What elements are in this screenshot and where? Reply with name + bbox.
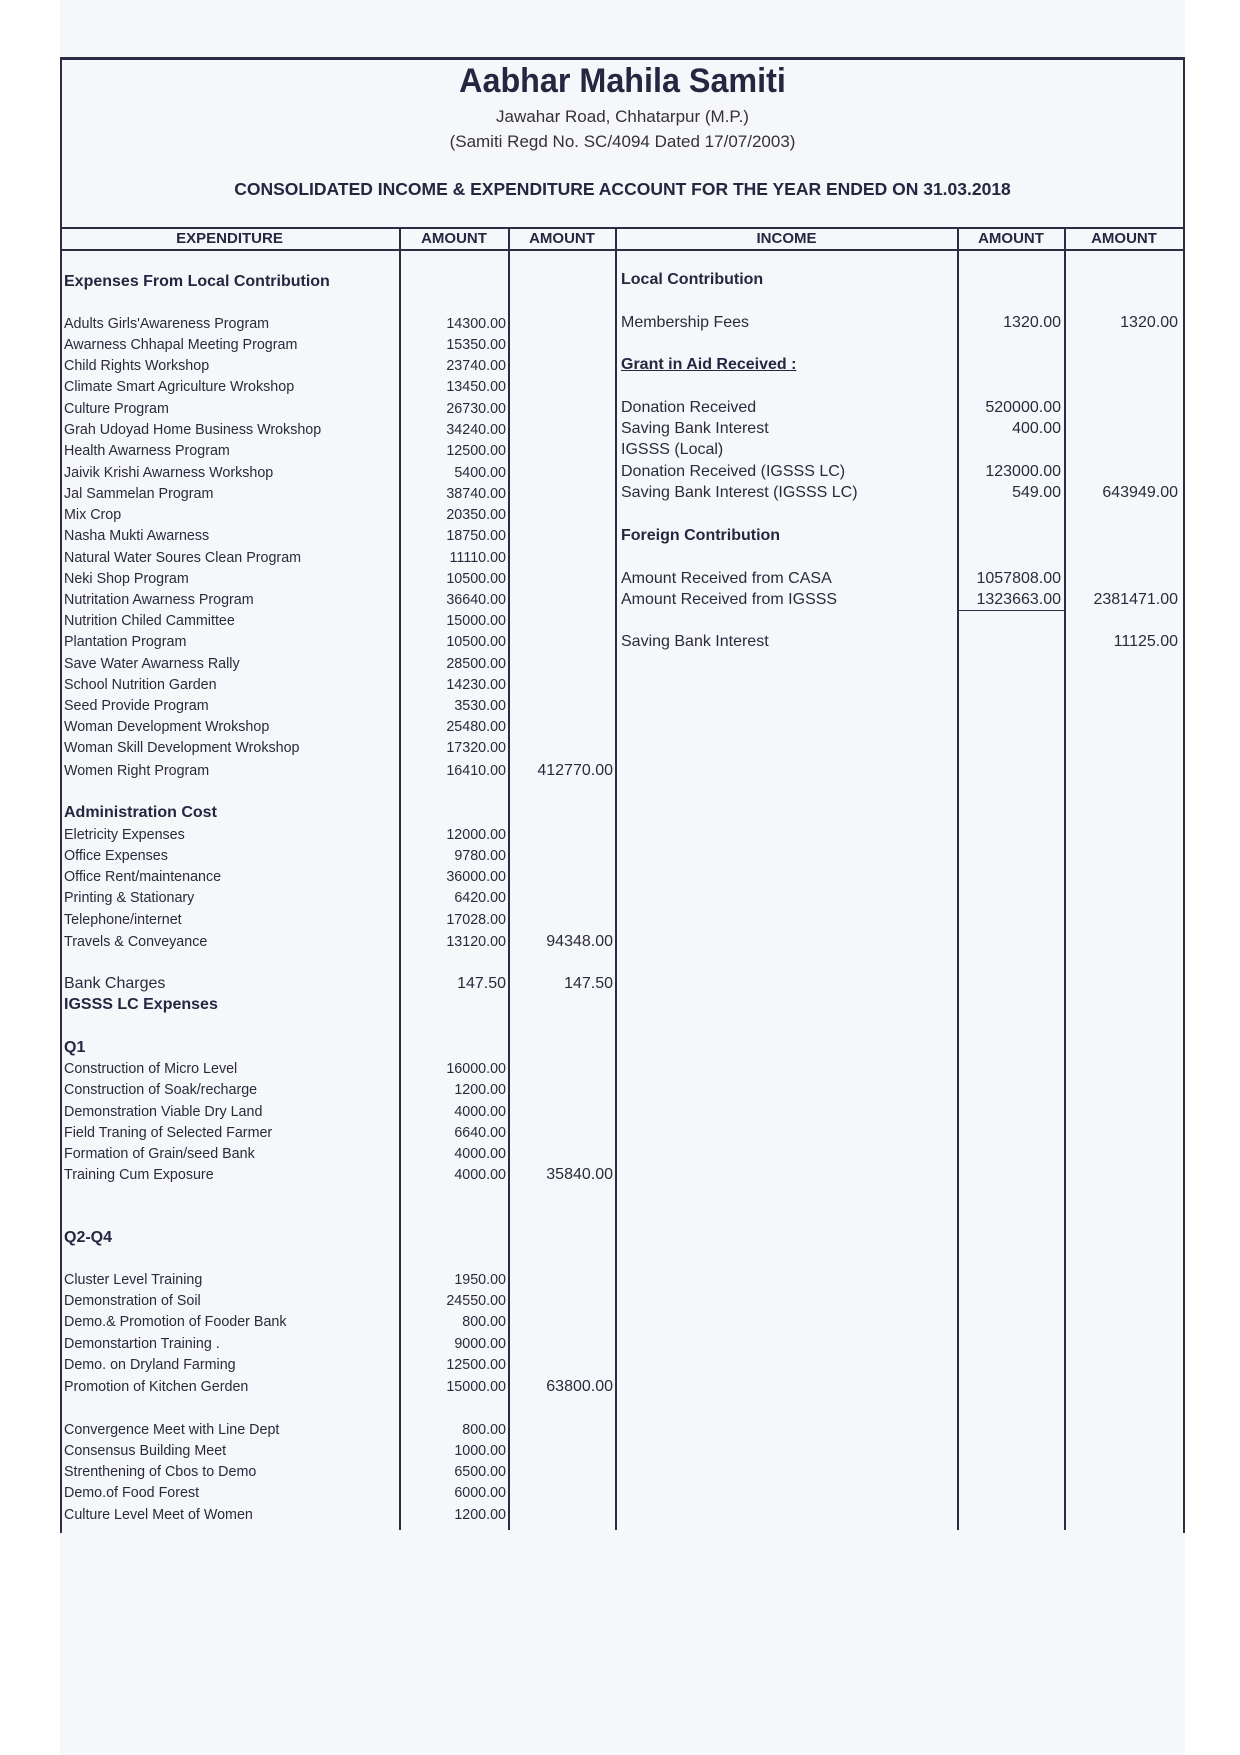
expenditure-group-total: 94348.00 (546, 933, 613, 950)
income-item-amount: 1323663.00 (976, 591, 1061, 608)
expenditure-item-label: Climate Smart Agriculture Wrokshop (64, 379, 295, 395)
income-item-label: Donation Received (621, 399, 757, 416)
income-item-label: Amount Received from IGSSS (621, 591, 838, 608)
col-header-expenditure: EXPENDITURE (176, 230, 283, 247)
subtotal-rule (959, 610, 1066, 611)
income-item-label: Donation Received (IGSSS LC) (621, 463, 846, 480)
expenditure-item-label: Culture Level Meet of Women (64, 1507, 253, 1523)
expenditure-item-amount: 15000.00 (446, 613, 506, 629)
income-group-total: 643949.00 (1102, 484, 1178, 501)
expenditure-item-amount: 1200.00 (454, 1507, 506, 1523)
expenditure-item-label: Formation of Grain/seed Bank (64, 1146, 255, 1162)
expenditure-subsection-heading: Q2-Q4 (64, 1229, 113, 1246)
expenditure-item-label: Strenthening of Cbos to Demo (64, 1464, 257, 1480)
expenditure-subsection-heading: Q1 (64, 1039, 86, 1056)
expenditure-item-amount: 17320.00 (446, 740, 506, 756)
expenditure-item-amount: 1950.00 (454, 1272, 506, 1288)
col-header-inc-amount-1: AMOUNT (978, 230, 1044, 247)
income-section-heading: Local Contribution (621, 271, 764, 288)
expenditure-item-label: Mix Crop (64, 507, 122, 523)
expenditure-item-amount: 34240.00 (446, 422, 506, 438)
col-header-exp-amount-1: AMOUNT (421, 230, 487, 247)
col-header-exp-amount-2: AMOUNT (529, 230, 595, 247)
registration-info: (Samiti Regd No. SC/4094 Dated 17/07/2003) (449, 132, 796, 151)
expenditure-item-amount: 6000.00 (454, 1485, 506, 1501)
income-item-amount: 123000.00 (985, 463, 1061, 480)
expenditure-item-label: Jal Sammelan Program (64, 486, 214, 502)
expenditure-item-label: Neki Shop Program (64, 571, 189, 587)
expenditure-group-total: 63800.00 (546, 1378, 613, 1395)
org-name: Aabhar Mahila Samiti (459, 62, 786, 100)
expenditure-item-amount: 3530.00 (454, 698, 506, 714)
expenditure-group-total: 147.50 (564, 975, 613, 992)
expenditure-item-label: Health Awarness Program (64, 443, 230, 459)
expenditure-item-label: Consensus Building Meet (64, 1443, 227, 1459)
expenditure-item-amount: 147.50 (457, 975, 506, 992)
expenditure-item-label: Grah Udoyad Home Business Wrokshop (64, 422, 322, 438)
expenditure-item-label: Eletricity Expenses (64, 827, 185, 843)
col-header-income: INCOME (756, 230, 817, 247)
expenditure-group-total: 412770.00 (537, 762, 613, 779)
expenditure-item-label: Culture Program (64, 401, 169, 417)
expenditure-item-label: Promotion of Kitchen Gerden (64, 1379, 249, 1395)
org-address: Jawahar Road, Chhatarpur (M.P.) (496, 107, 749, 126)
income-item-label: Amount Received from CASA (621, 570, 832, 587)
expenditure-item-amount: 23740.00 (446, 358, 506, 374)
expenditure-item-label: Save Water Awarness Rally (64, 656, 240, 672)
expenditure-item-label: Nasha Mukti Awarness (64, 528, 210, 544)
expenditure-item-label: Awarness Chhapal Meeting Program (64, 337, 298, 353)
expenditure-item-label: Women Right Program (64, 763, 210, 779)
expenditure-item-label: Training Cum Exposure (64, 1167, 214, 1183)
expenditure-item-amount: 9000.00 (454, 1336, 506, 1352)
expenditure-item-amount: 1200.00 (454, 1082, 506, 1098)
expenditure-item-amount: 4000.00 (454, 1167, 506, 1183)
expenditure-item-amount: 15350.00 (446, 337, 506, 353)
expenditure-section-heading: Expenses From Local Contribution (64, 273, 330, 290)
expenditure-item-label: Natural Water Soures Clean Program (64, 550, 302, 566)
expenditure-item-amount: 13450.00 (446, 379, 506, 395)
income-group-total: 2381471.00 (1093, 591, 1178, 608)
expenditure-item-label: Construction of Micro Level (64, 1061, 238, 1077)
income-item-label: Membership Fees (621, 314, 750, 331)
income-section-heading: Grant in Aid Received : (621, 356, 797, 373)
expenditure-item-amount: 1000.00 (454, 1443, 506, 1459)
expenditure-item-label: Demonstration of Soil (64, 1293, 201, 1309)
expenditure-item-label: Telephone/internet (64, 912, 182, 928)
expenditure-item-label: Construction of Soak/recharge (64, 1082, 258, 1098)
expenditure-item-label: Jaivik Krishi Awarness Workshop (64, 465, 274, 481)
expenditure-item-amount: 12000.00 (446, 827, 506, 843)
income-item-amount: 1320.00 (1003, 314, 1061, 331)
expenditure-item-amount: 16410.00 (446, 763, 506, 779)
expenditure-item-label: Travels & Conveyance (64, 934, 208, 950)
expenditure-item-amount: 25480.00 (446, 719, 506, 735)
expenditure-item-label: School Nutrition Garden (64, 677, 217, 693)
expenditure-item-label: Field Traning of Selected Farmer (64, 1125, 273, 1141)
expenditure-item-label: Bank Charges (64, 975, 166, 992)
expenditure-item-label: Demonstartion Training . (64, 1336, 220, 1352)
expenditure-item-amount: 13120.00 (446, 934, 506, 950)
expenditure-item-amount: 6640.00 (454, 1125, 506, 1141)
expenditure-item-label: Cluster Level Training (64, 1272, 203, 1288)
expenditure-item-label: Printing & Stationary (64, 890, 195, 906)
expenditure-item-label: Adults Girls'Awareness Program (64, 316, 270, 332)
expenditure-item-label: Office Expenses (64, 848, 168, 864)
account-title: CONSOLIDATED INCOME & EXPENDITURE ACCOUNT FOR THE YEAR ENDED ON 31.03.2018 (234, 179, 1011, 199)
expenditure-item-amount: 20350.00 (446, 507, 506, 523)
expenditure-item-amount: 14230.00 (446, 677, 506, 693)
expenditure-item-amount: 6420.00 (454, 890, 506, 906)
column-divider (615, 227, 617, 1530)
expenditure-item-amount: 38740.00 (446, 486, 506, 502)
expenditure-item-label: Demo. on Dryland Farming (64, 1357, 236, 1373)
expenditure-item-label: Nutritation Awarness Program (64, 592, 254, 608)
expenditure-item-amount: 12500.00 (446, 1357, 506, 1373)
expenditure-item-amount: 6500.00 (454, 1464, 506, 1480)
expenditure-item-amount: 11110.00 (449, 550, 506, 566)
expenditure-item-amount: 800.00 (462, 1422, 506, 1438)
expenditure-section-heading: Administration Cost (64, 804, 217, 821)
income-item-amount: 520000.00 (985, 399, 1061, 416)
expenditure-item-amount: 36640.00 (446, 592, 506, 608)
expenditure-item-amount: 16000.00 (446, 1061, 506, 1077)
expenditure-item-amount: 17028.00 (446, 912, 506, 928)
income-group-total: 11125.00 (1113, 633, 1178, 650)
expenditure-item-label: Nutrition Chiled Cammittee (64, 613, 235, 629)
expenditure-item-label: Office Rent/maintenance (64, 869, 222, 885)
expenditure-item-amount: 15000.00 (446, 1379, 506, 1395)
column-divider (508, 227, 510, 1530)
expenditure-item-amount: 10500.00 (446, 571, 506, 587)
expenditure-item-amount: 18750.00 (446, 528, 506, 544)
income-item-label: Saving Bank Interest (621, 633, 769, 650)
expenditure-item-amount: 10500.00 (446, 634, 506, 650)
expenditure-item-amount: 28500.00 (446, 656, 506, 672)
income-item-amount: 549.00 (1012, 484, 1061, 501)
expenditure-item-amount: 12500.00 (446, 443, 506, 459)
expenditure-item-label: Convergence Meet with Line Dept (64, 1422, 280, 1438)
expenditure-item-label: Demo.of Food Forest (64, 1485, 200, 1501)
expenditure-item-amount: 4000.00 (454, 1146, 506, 1162)
income-item-amount: 1057808.00 (976, 570, 1061, 587)
expenditure-item-label: Woman Skill Development Wrokshop (64, 740, 300, 756)
expenditure-item-label: Demonstration Viable Dry Land (64, 1104, 263, 1120)
income-section-heading: Foreign Contribution (621, 527, 781, 544)
col-header-inc-amount-2: AMOUNT (1091, 230, 1157, 247)
expenditure-item-amount: 36000.00 (446, 869, 506, 885)
expenditure-item-label: Plantation Program (64, 634, 187, 650)
income-group-total: 1320.00 (1120, 314, 1178, 331)
expenditure-group-total: 35840.00 (546, 1166, 613, 1183)
expenditure-item-amount: 9780.00 (454, 848, 506, 864)
expenditure-item-label: Woman Development Wrokshop (64, 719, 270, 735)
expenditure-item-amount: 800.00 (462, 1314, 506, 1330)
column-divider (1064, 227, 1066, 1530)
expenditure-item-amount: 14300.00 (446, 316, 506, 332)
expenditure-item-label: Seed Provide Program (64, 698, 209, 714)
expenditure-item-label: Child Rights Workshop (64, 358, 210, 374)
expenditure-item-amount: 24550.00 (446, 1293, 506, 1309)
income-item-label: IGSSS (Local) (621, 441, 724, 458)
income-item-label: Saving Bank Interest (IGSSS LC) (621, 484, 858, 501)
expenditure-item-amount: 26730.00 (446, 401, 506, 417)
expenditure-section-heading: IGSSS LC Expenses (64, 996, 218, 1013)
income-item-amount: 400.00 (1012, 420, 1061, 437)
expenditure-item-label: Demo.& Promotion of Fooder Bank (64, 1314, 287, 1330)
expenditure-item-amount: 5400.00 (454, 465, 506, 481)
expenditure-item-amount: 4000.00 (454, 1104, 506, 1120)
income-item-label: Saving Bank Interest (621, 420, 769, 437)
